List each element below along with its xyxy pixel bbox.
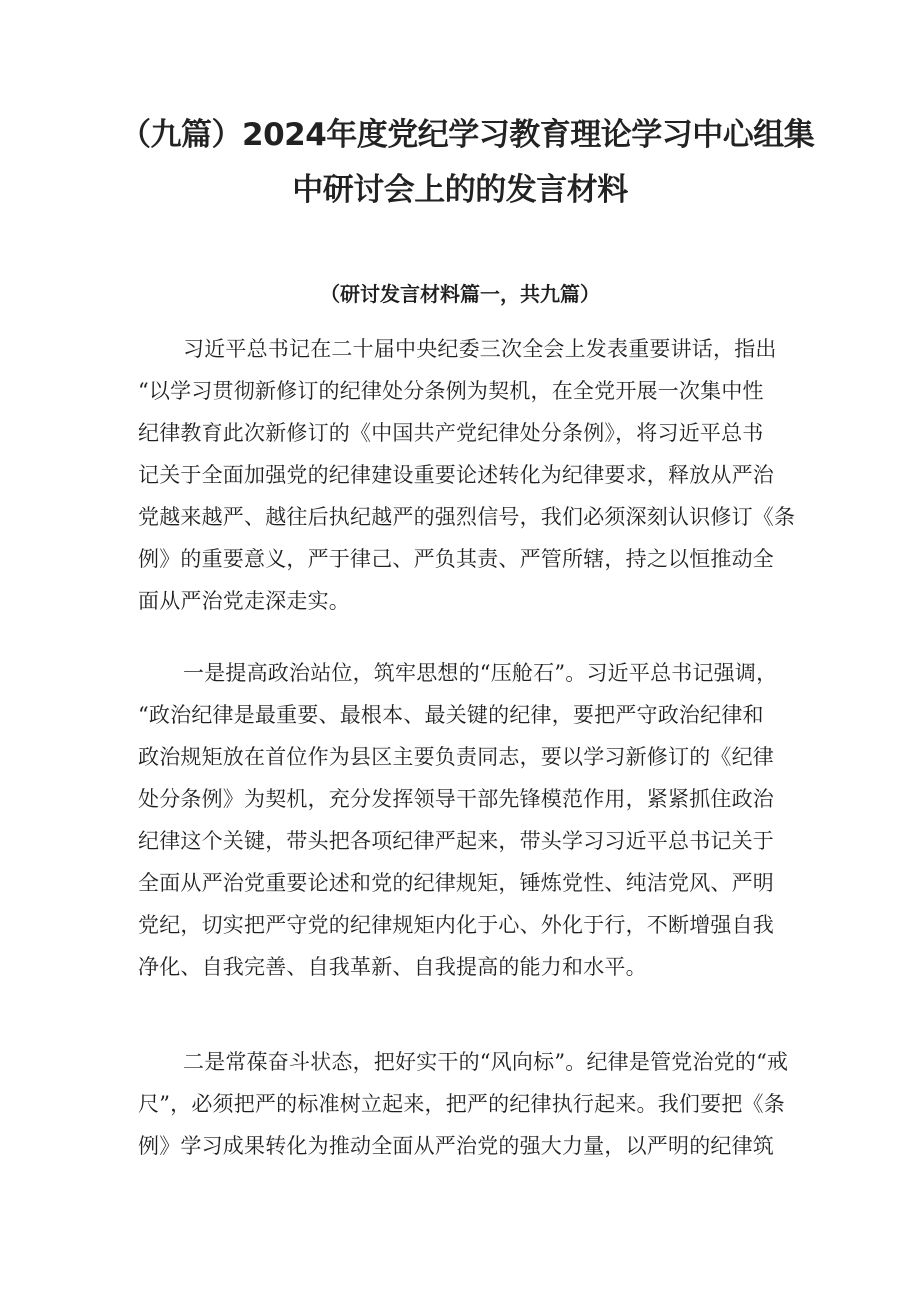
paragraph-1: [138, 328, 798, 622]
paragraph-line: 一是提高政治站位，筑牢思想的“压舱石”。习近平总书记强调，: [183, 661, 778, 685]
paragraph-line: 全面从严治党重要论述和党的纪律规矩，锤炼党性、纯洁党风、严明: [138, 871, 774, 895]
paragraph-line: 例》的重要意义，严于律己、严负其责、严管所辖，持之以恒推动全: [138, 547, 774, 571]
paragraph-line: 二是常葆奋斗状态，把好实干的“风向标”。纪律是管党治党的“戒: [183, 1050, 789, 1074]
paragraph-line: 习近平总书记在二十届中央纪委三次全会上发表重要讲话，指出: [183, 337, 777, 361]
paragraph-3: [138, 1041, 798, 1167]
paragraph-2: [138, 652, 798, 988]
document-subtitle: （研讨发言材料篇一，共九篇）: [320, 282, 600, 306]
paragraph-line: 纪律教育此次新修订的《中国共产党纪律处分条例》，将习近平总书: [138, 421, 764, 445]
paragraph-line: 纪律这个关键，带头把各项纪律严起来，带头学习习近平总书记关于: [138, 829, 774, 853]
paragraph-line: 党越来越严、越往后执纪越严的强烈信号，我们必须深刻认识修订《条: [138, 505, 796, 529]
paragraph-line: 净化、自我完善、自我革新、自我提高的能力和水平。: [138, 955, 647, 979]
paragraph-line: 例》学习成果转化为推动全面从严治党的强大力量，以严明的纪律筑: [138, 1134, 774, 1158]
paragraph-line: 党纪，切实把严守党的纪律规矩内化于心、外化于行，不断增强自我: [138, 913, 774, 937]
paragraph-line: 记关于全面加强党的纪律建设重要论述转化为纪律要求，释放从严治: [138, 463, 774, 487]
paragraph-line: 处分条例》为契机，充分发挥领导干部先锋模范作用，紧紧抓住政治: [138, 787, 774, 811]
title-line-2: 中研讨会上的的发言材料: [292, 172, 628, 208]
paragraph-line: “政治纪律是最重要、最根本、最关键的纪律，要把严守政治纪律和: [138, 703, 764, 727]
paragraph-line: 面从严治党走深走实。: [138, 589, 350, 613]
paragraph-line: 政治规矩放在首位作为县区主要负责同志，要以学习新修订的《纪律: [138, 745, 774, 769]
document-title: [120, 108, 815, 218]
title-line-1: （九篇）2024年度党纪学习教育理论学习中心组集: [120, 117, 815, 153]
paragraph-line: “以学习贯彻新修订的纪律处分条例为契机，在全党开展一次集中性: [138, 379, 764, 403]
paragraph-line: 尺”，必须把严的标准树立起来，把严的纪律执行起来。我们要把《条: [138, 1092, 785, 1116]
